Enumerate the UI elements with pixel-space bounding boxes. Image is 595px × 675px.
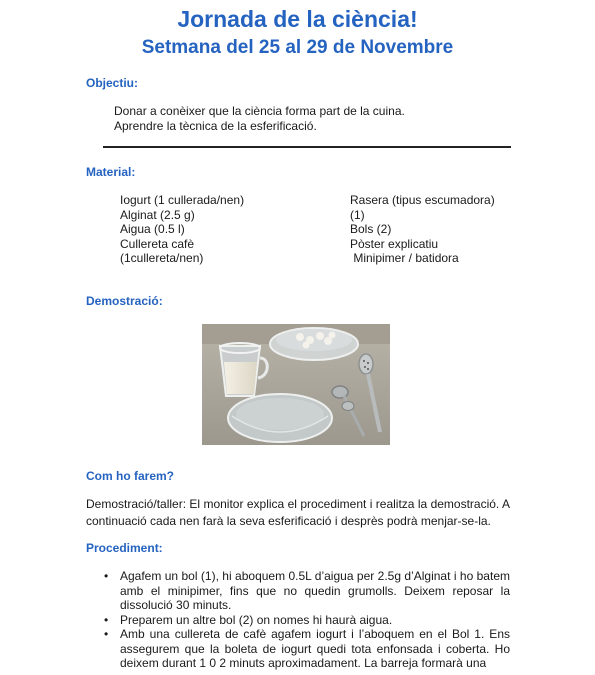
material-item: Aigua (0.5 l) [120,222,185,236]
list-item: • Agafem un bol (1), hi aboquem 0.5L d’aigua per 2.5g d’Alginat i ho batem amb el minipimer, fins que no quedin grumolls. Deixem reposar la dissolució 30 minuts. [104,569,510,612]
bullet-icon: • [104,627,109,641]
material-item: Cullereta cafè [120,236,195,251]
demostracio-heading: Demostració: [86,294,163,308]
material-item: Alginat (2.5 g) [120,207,195,222]
objectiu-heading: Objectiu: [86,76,139,90]
procediment-list [104,569,510,671]
material-item: Bols (2) [350,222,392,236]
com-paragraph: Demostració/taller: El monitor explica el procediment i realitza la demostració. A continuació cada nen farà la seva esferificació i desprès podrà menjar-se-la. [86,497,510,528]
material-item-cont: (1cullereta/nen) [120,251,204,265]
material-heading: Material: [86,165,136,179]
bullet-icon: • [104,612,109,627]
demonstration-photo [202,324,390,445]
objectiu-item: Aprendre la tècnica de la esferificació. [114,119,317,133]
divider [103,146,511,148]
bullet-icon: • [104,569,109,583]
material-item-cont: (1) [350,207,365,222]
material-item: Rasera (tipus escumadora) [350,193,495,207]
list-item: • Preparem un altre bol (2) on nomes hi haurà aigua. [104,612,393,627]
procediment-heading: Procediment: [86,541,163,555]
material-item: Iogurt (1 cullerada/nen) [120,193,245,207]
page-title: Jornada de la ciència! [177,6,418,32]
list-item: • Amb una cullereta de cafè agafem iogurt i l’aboquem en el Bol 1. Ens assegurem que la boleta de iogurt quedi tota enfonsada i coberta. Ho deixem durant 1 0 2 minuts aproximadament. La barreja formarà una [104,627,510,670]
com-heading: Com ho farem? [86,469,175,483]
objectiu-item: Donar a conèixer que la ciència forma part de la cuina. [114,104,405,118]
page-subtitle: Setmana del 25 al 29 de Novembre [141,37,454,58]
material-item: Pòster explicatiu [350,236,439,251]
material-item: Minipimer / batidora [350,251,459,265]
